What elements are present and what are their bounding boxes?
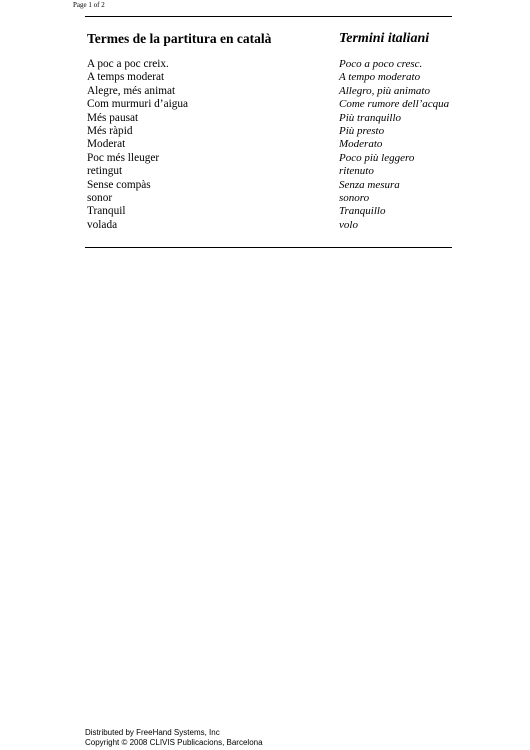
catalan-term: A poc a poc creix. xyxy=(87,58,169,70)
footer xyxy=(85,728,263,748)
catalan-term: Sense compàs xyxy=(87,178,151,191)
italian-term: ritenuto xyxy=(339,165,374,178)
italian-term: Allegro, più animato xyxy=(339,84,430,97)
catalan-term: Poc més lleuger xyxy=(87,151,160,164)
italian-term: Moderato xyxy=(339,138,383,151)
italian-term: Senza mesura xyxy=(339,178,400,191)
catalan-term: Més pausat xyxy=(87,111,139,124)
italian-term: Come rumore dell’acqua xyxy=(339,98,450,111)
italian-term: Poco a poco cresc. xyxy=(339,58,423,70)
italian-term: volo xyxy=(339,218,358,231)
italian-term: sonoro xyxy=(339,192,370,205)
italian-column-title: Termini italiani xyxy=(339,31,430,46)
catalan-term-list xyxy=(87,58,327,232)
distributor-line: Distributed by FreeHand Systems, Inc xyxy=(85,728,220,737)
catalan-term: volada xyxy=(87,218,118,231)
italian-term: Più tranquillo xyxy=(339,111,402,124)
copyright-line: Copyright © 2008 CLIVIS Publicacions, Barcelona xyxy=(85,738,263,747)
catalan-term: Moderat xyxy=(87,138,126,151)
italian-terms-column xyxy=(339,30,479,232)
catalan-term: A temps moderat xyxy=(87,71,165,84)
italian-term: Poco più leggero xyxy=(339,151,415,164)
bottom-rule xyxy=(85,247,452,248)
italian-term-list xyxy=(339,58,479,232)
page-indicator: Page 1 of 2 xyxy=(73,1,105,9)
catalan-terms-column xyxy=(87,30,327,232)
catalan-term: retingut xyxy=(87,165,123,178)
catalan-column-title: Termes de la partitura en català xyxy=(87,31,272,46)
italian-term: Tranquillo xyxy=(339,205,386,218)
catalan-term: Tranquil xyxy=(87,205,126,218)
catalan-term: Alegre, més animat xyxy=(87,84,176,97)
italian-term: Più presto xyxy=(339,125,385,138)
catalan-term: sonor xyxy=(87,192,113,205)
italian-term: A tempo moderato xyxy=(339,71,421,84)
catalan-term: Com murmuri d’aigua xyxy=(87,98,189,111)
catalan-term: Més ràpid xyxy=(87,125,133,138)
top-rule xyxy=(85,16,452,17)
